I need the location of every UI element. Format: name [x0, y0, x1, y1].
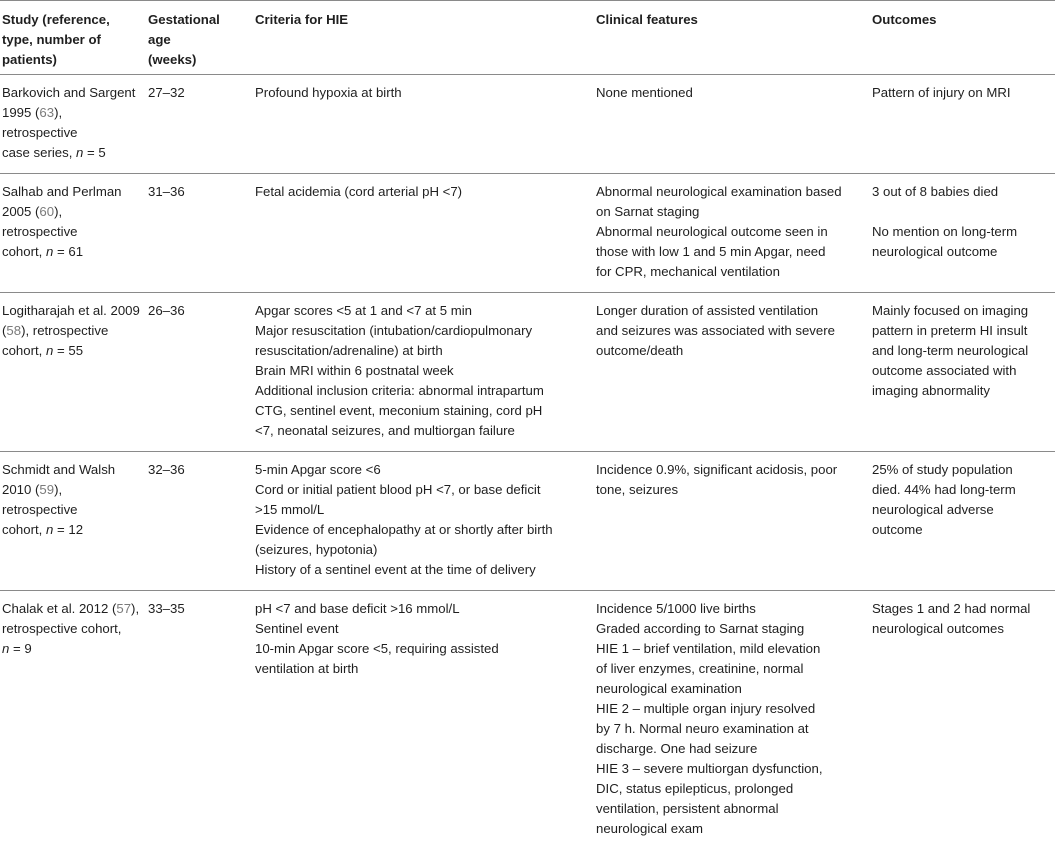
cell-clinical-features	[594, 591, 870, 849]
cell-line: Incidence 0.9%, significant acidosis, poor	[596, 460, 864, 480]
cell-line: of liver enzymes, creatinine, normal	[596, 659, 864, 679]
cell-clinical-features	[594, 452, 870, 591]
study-text: cohort,	[2, 244, 46, 259]
cell-clinical-features	[594, 293, 870, 452]
study-line	[2, 520, 140, 540]
study-line	[2, 460, 140, 480]
study-line	[2, 242, 140, 262]
table-body	[0, 75, 1055, 849]
header-study: Study (reference, type, number of patients)	[0, 1, 146, 75]
cell-line: Cord or initial patient blood pH <7, or base deficit	[255, 480, 588, 500]
header-clinical-features: Clinical features	[594, 1, 870, 75]
cell-line: 10-min Apgar score <5, requiring assisted	[255, 639, 588, 659]
cell-line: Sentinel event	[255, 619, 588, 639]
cell-line: <7, neonatal seizures, and multiorgan failure	[255, 421, 588, 441]
study-line	[2, 182, 140, 202]
cell-criteria	[253, 174, 594, 293]
cell-line: by 7 h. Normal neuro examination at	[596, 719, 864, 739]
cell-study	[0, 75, 146, 174]
cell-outcomes	[870, 452, 1055, 591]
study-line	[2, 619, 140, 639]
cell-line: Abnormal neurological outcome seen in	[596, 222, 864, 242]
cell-line: neurological outcomes	[872, 619, 1049, 639]
cell-line: discharge. One had seizure	[596, 739, 864, 759]
cell-line: ventilation, persistent abnormal	[596, 799, 864, 819]
cell-line: Major resuscitation (intubation/cardiopulmonary	[255, 321, 588, 341]
cell-line: Evidence of encephalopathy at or shortly after birth	[255, 520, 588, 540]
cell-line: neurological outcome	[872, 242, 1049, 262]
cell-line: died. 44% had long-term	[872, 480, 1049, 500]
cell-line: neurological adverse	[872, 500, 1049, 520]
cell-line: for CPR, mechanical ventilation	[596, 262, 864, 282]
cell-line: Mainly focused on imaging	[872, 301, 1049, 321]
study-line	[2, 480, 140, 520]
header-gestational-age: Gestational age (weeks)	[146, 1, 253, 75]
study-line	[2, 639, 140, 659]
cell-line: outcome associated with	[872, 361, 1049, 381]
cell-line: Profound hypoxia at birth	[255, 83, 588, 103]
study-text: 2005 (	[2, 204, 39, 219]
cell-line: No mention on long-term	[872, 222, 1049, 242]
cell-line: imaging abnormality	[872, 381, 1049, 401]
study-line	[2, 143, 140, 163]
cell-line: resuscitation/adrenaline) at birth	[255, 341, 588, 361]
reference-number: 60	[39, 204, 54, 219]
table-row	[0, 75, 1055, 174]
study-text: ), retrospective	[2, 204, 78, 239]
cell-line: 3 out of 8 babies died	[872, 182, 1049, 202]
study-text: case series,	[2, 145, 76, 160]
cell-line: pattern in preterm HI insult	[872, 321, 1049, 341]
cell-gestational-age: 32–36	[146, 452, 253, 591]
line-gap	[872, 202, 1049, 222]
header-outcomes: Outcomes	[870, 1, 1055, 75]
cell-clinical-features	[594, 174, 870, 293]
table-header	[0, 1, 1055, 75]
study-line	[2, 599, 140, 619]
cell-study	[0, 174, 146, 293]
cell-criteria	[253, 75, 594, 174]
n-symbol: n	[76, 145, 83, 160]
cell-line: Apgar scores <5 at 1 and <7 at 5 min	[255, 301, 588, 321]
study-text: Barkovich and Sargent	[2, 85, 135, 100]
study-text: ),	[131, 601, 139, 616]
n-symbol: n	[2, 641, 9, 656]
cell-line: neurological exam	[596, 819, 864, 839]
n-symbol: n	[46, 244, 53, 259]
cell-line: Incidence 5/1000 live births	[596, 599, 864, 619]
n-symbol: n	[46, 343, 53, 358]
study-text: ), retrospective	[2, 482, 78, 517]
cell-line: HIE 1 – brief ventilation, mild elevation	[596, 639, 864, 659]
cell-line: (seizures, hypotonia)	[255, 540, 588, 560]
study-text: 1995 (	[2, 105, 39, 120]
cell-study	[0, 591, 146, 849]
study-text: = 61	[53, 244, 83, 259]
reference-number: 59	[39, 482, 54, 497]
cell-line: Longer duration of assisted ventilation	[596, 301, 864, 321]
header-criteria: Criteria for HIE	[253, 1, 594, 75]
cell-line: None mentioned	[596, 83, 864, 103]
study-text: Schmidt and Walsh	[2, 462, 115, 477]
study-text: cohort,	[2, 343, 46, 358]
table-row	[0, 591, 1055, 849]
cell-line: and seizures was associated with severe	[596, 321, 864, 341]
cell-line: ventilation at birth	[255, 659, 588, 679]
cell-line: on Sarnat staging	[596, 202, 864, 222]
cell-line: and long-term neurological	[872, 341, 1049, 361]
study-text: = 12	[53, 522, 83, 537]
cell-study	[0, 452, 146, 591]
cell-line: outcome	[872, 520, 1049, 540]
study-text: (	[2, 323, 6, 338]
cell-outcomes	[870, 75, 1055, 174]
cell-line: Additional inclusion criteria: abnormal intrapartum	[255, 381, 588, 401]
study-line	[2, 202, 140, 242]
study-text: Chalak et al. 2012 (	[2, 601, 116, 616]
cell-line: 5-min Apgar score <6	[255, 460, 588, 480]
cell-line: >15 mmol/L	[255, 500, 588, 520]
study-line	[2, 321, 140, 341]
cell-gestational-age: 31–36	[146, 174, 253, 293]
cell-line: CTG, sentinel event, meconium staining, cord pH	[255, 401, 588, 421]
cell-criteria	[253, 452, 594, 591]
cell-clinical-features	[594, 75, 870, 174]
cell-gestational-age: 27–32	[146, 75, 253, 174]
reference-number: 58	[6, 323, 21, 338]
study-line	[2, 301, 140, 321]
table-row	[0, 174, 1055, 293]
cell-line: Fetal acidemia (cord arterial pH <7)	[255, 182, 588, 202]
cell-line: History of a sentinel event at the time of delivery	[255, 560, 588, 580]
table-row	[0, 452, 1055, 591]
cell-line: Pattern of injury on MRI	[872, 83, 1049, 103]
cell-line: HIE 3 – severe multiorgan dysfunction,	[596, 759, 864, 779]
cell-outcomes	[870, 293, 1055, 452]
study-text: 2010 (	[2, 482, 39, 497]
cell-outcomes	[870, 174, 1055, 293]
reference-number: 63	[39, 105, 54, 120]
cell-line: DIC, status epilepticus, prolonged	[596, 779, 864, 799]
cell-line: outcome/death	[596, 341, 864, 361]
cell-line: Graded according to Sarnat staging	[596, 619, 864, 639]
cell-line: 25% of study population	[872, 460, 1049, 480]
cell-criteria	[253, 293, 594, 452]
cell-criteria	[253, 591, 594, 849]
cell-line: Brain MRI within 6 postnatal week	[255, 361, 588, 381]
n-symbol: n	[46, 522, 53, 537]
cell-gestational-age: 26–36	[146, 293, 253, 452]
header-row	[0, 1, 1055, 75]
study-text: Logitharajah et al. 2009	[2, 303, 140, 318]
study-line	[2, 83, 140, 103]
study-text: cohort,	[2, 522, 46, 537]
cell-outcomes	[870, 591, 1055, 849]
table-row	[0, 293, 1055, 452]
cell-study	[0, 293, 146, 452]
study-text: = 5	[83, 145, 105, 160]
study-text: retrospective cohort,	[2, 621, 121, 636]
study-text: = 55	[53, 343, 83, 358]
study-line	[2, 341, 140, 361]
study-text: ), retrospective	[21, 323, 108, 338]
study-text: ), retrospective	[2, 105, 78, 140]
cell-gestational-age: 33–35	[146, 591, 253, 849]
cell-line: neurological examination	[596, 679, 864, 699]
reference-number: 57	[116, 601, 131, 616]
cell-line: Stages 1 and 2 had normal	[872, 599, 1049, 619]
study-text: Salhab and Perlman	[2, 184, 122, 199]
cell-line: pH <7 and base deficit >16 mmol/L	[255, 599, 588, 619]
cell-line: tone, seizures	[596, 480, 864, 500]
cell-line: HIE 2 – multiple organ injury resolved	[596, 699, 864, 719]
cell-line: those with low 1 and 5 min Apgar, need	[596, 242, 864, 262]
study-text: = 9	[9, 641, 31, 656]
study-line	[2, 103, 140, 143]
cell-line: Abnormal neurological examination based	[596, 182, 864, 202]
